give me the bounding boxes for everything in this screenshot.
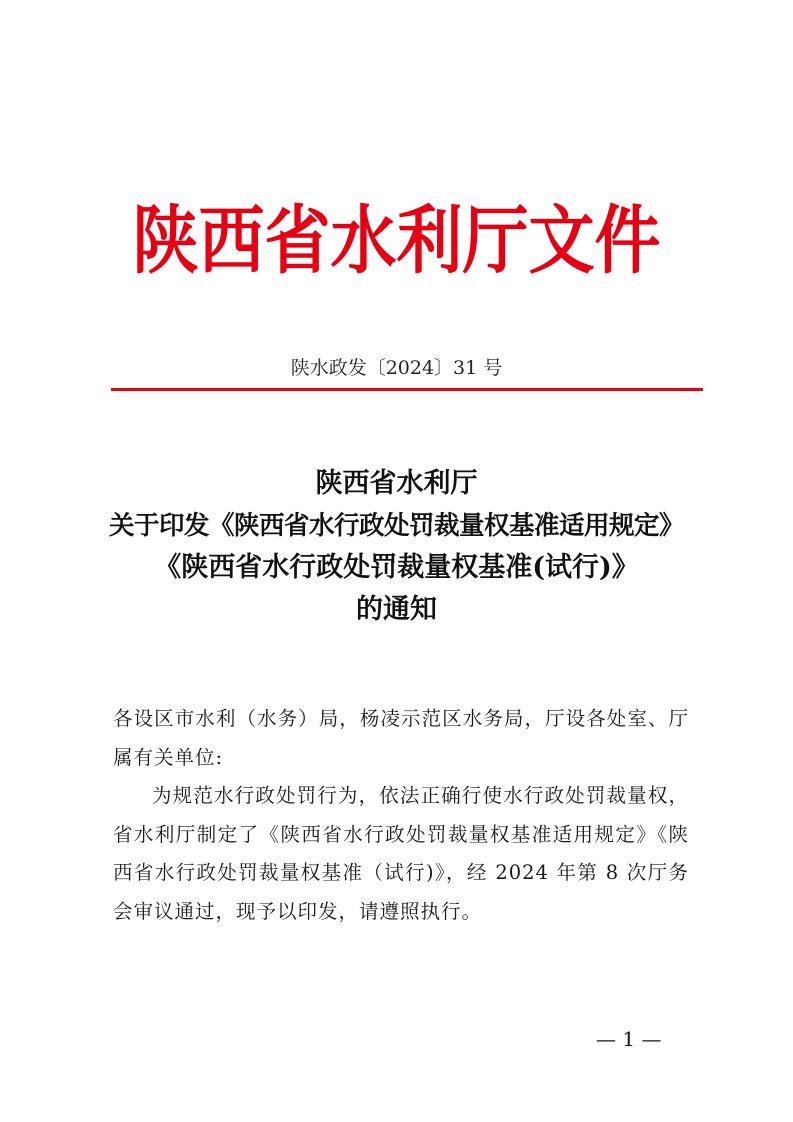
page-number: — 1 — <box>596 1027 662 1051</box>
document-number: 陕水政发〔2024〕31 号 <box>290 357 503 379</box>
document-header-title: 陕西省水利厅文件 <box>132 196 661 284</box>
notice-body <box>113 700 689 931</box>
red-divider-line <box>111 388 703 391</box>
salutation: 各设区市水利（水务）局，杨凌示范区水务局，厅设各处室、厅属有关单位: <box>113 707 689 769</box>
notice-title-line-4: 的通知 <box>356 594 437 625</box>
notice-title-line-1: 陕西省水利厅 <box>315 468 478 499</box>
notice-title-line-2: 关于印发《陕西省水行政处罚裁量权基准适用规定》 <box>108 511 684 541</box>
body-paragraph: 为规范水行政处罚行为，依法正确行使水行政处罚裁量权，省水利厅制定了《陕西省水行政处罚裁量权基准适用规定》《陕西省水行政处罚裁量权基准（试行)》，经 2024 年第 8 次厅务会审议通过，现予以印发，请遵照执行。 <box>113 784 689 923</box>
notice-title <box>0 463 793 631</box>
notice-title-line-3: 《陕西省水行政处罚裁量权基准(试行)》 <box>154 552 639 583</box>
